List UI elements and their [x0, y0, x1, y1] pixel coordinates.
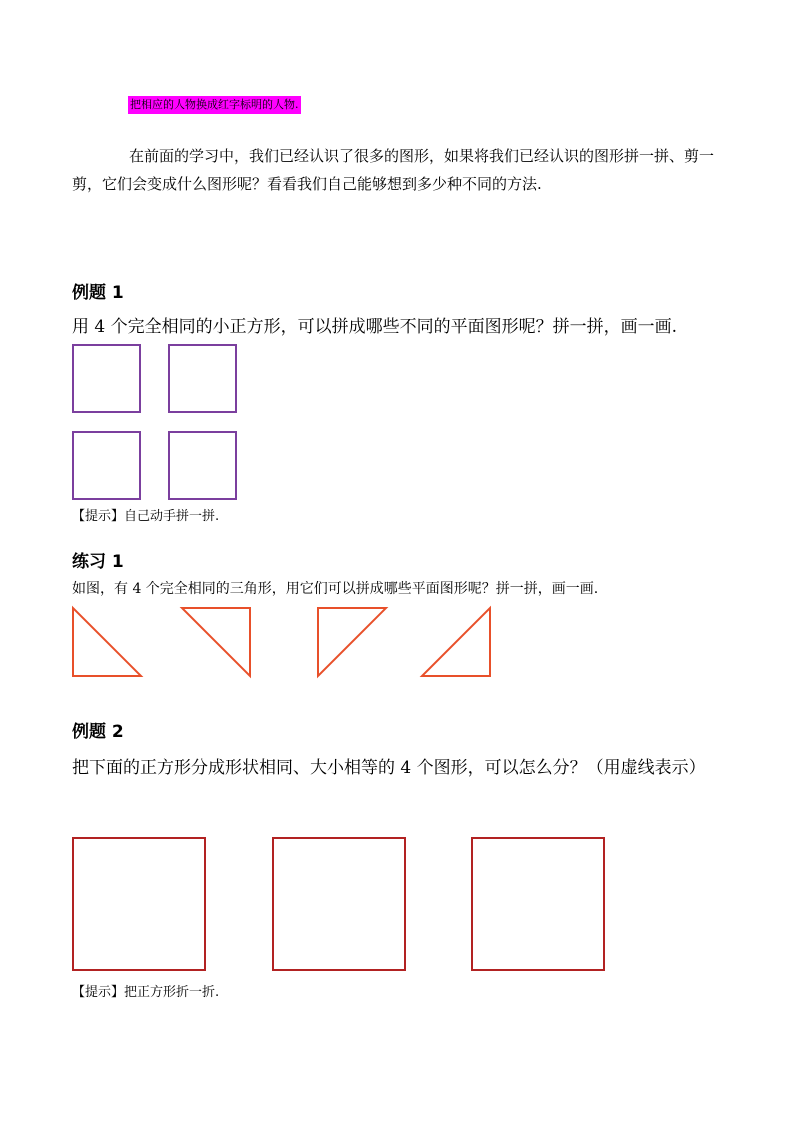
triangle-3	[317, 607, 387, 677]
big-square-2	[272, 837, 406, 971]
example2-hint: 【提示】把正方形折一折.	[72, 985, 220, 1000]
triangle-4-shape	[422, 608, 490, 676]
big-square-3	[471, 837, 605, 971]
note-banner: 把相应的人物换成红字标明的人物.	[128, 96, 301, 114]
example1-hint: 【提示】自己动手拼一拼.	[72, 509, 220, 524]
small-square-1	[72, 344, 141, 413]
example1-title: 例题 1	[72, 283, 124, 303]
triangle-2	[181, 607, 251, 677]
intro-paragraph	[72, 142, 722, 198]
intro-text: 在前面的学习中，我们已经认识了很多的图形，如果将我们已经认识的图形拼一拼、剪一剪，它们会变成什么图形呢？看看我们自己能够想到多少种不同的方法.	[72, 147, 715, 193]
small-square-4	[168, 431, 237, 500]
example2-question: 把下面的正方形分成形状相同、大小相等的 4 个图形，可以怎么分？（用虚线表示）	[72, 758, 706, 778]
triangle-1-shape	[73, 608, 141, 676]
example1-question: 用 4 个完全相同的小正方形，可以拼成哪些不同的平面图形呢？拼一拼，画一画.	[72, 317, 678, 337]
triangle-2-shape	[182, 608, 250, 676]
practice1-question: 如图，有 4 个完全相同的三角形，用它们可以拼成哪些平面图形呢？拼一拼，画一画.	[72, 581, 599, 597]
triangle-3-shape	[318, 608, 386, 676]
small-square-3	[72, 431, 141, 500]
triangle-1	[72, 607, 142, 677]
small-square-2	[168, 344, 237, 413]
practice1-title: 练习 1	[72, 552, 124, 572]
big-square-1	[72, 837, 206, 971]
example2-title: 例题 2	[72, 722, 124, 742]
triangle-4	[421, 607, 491, 677]
